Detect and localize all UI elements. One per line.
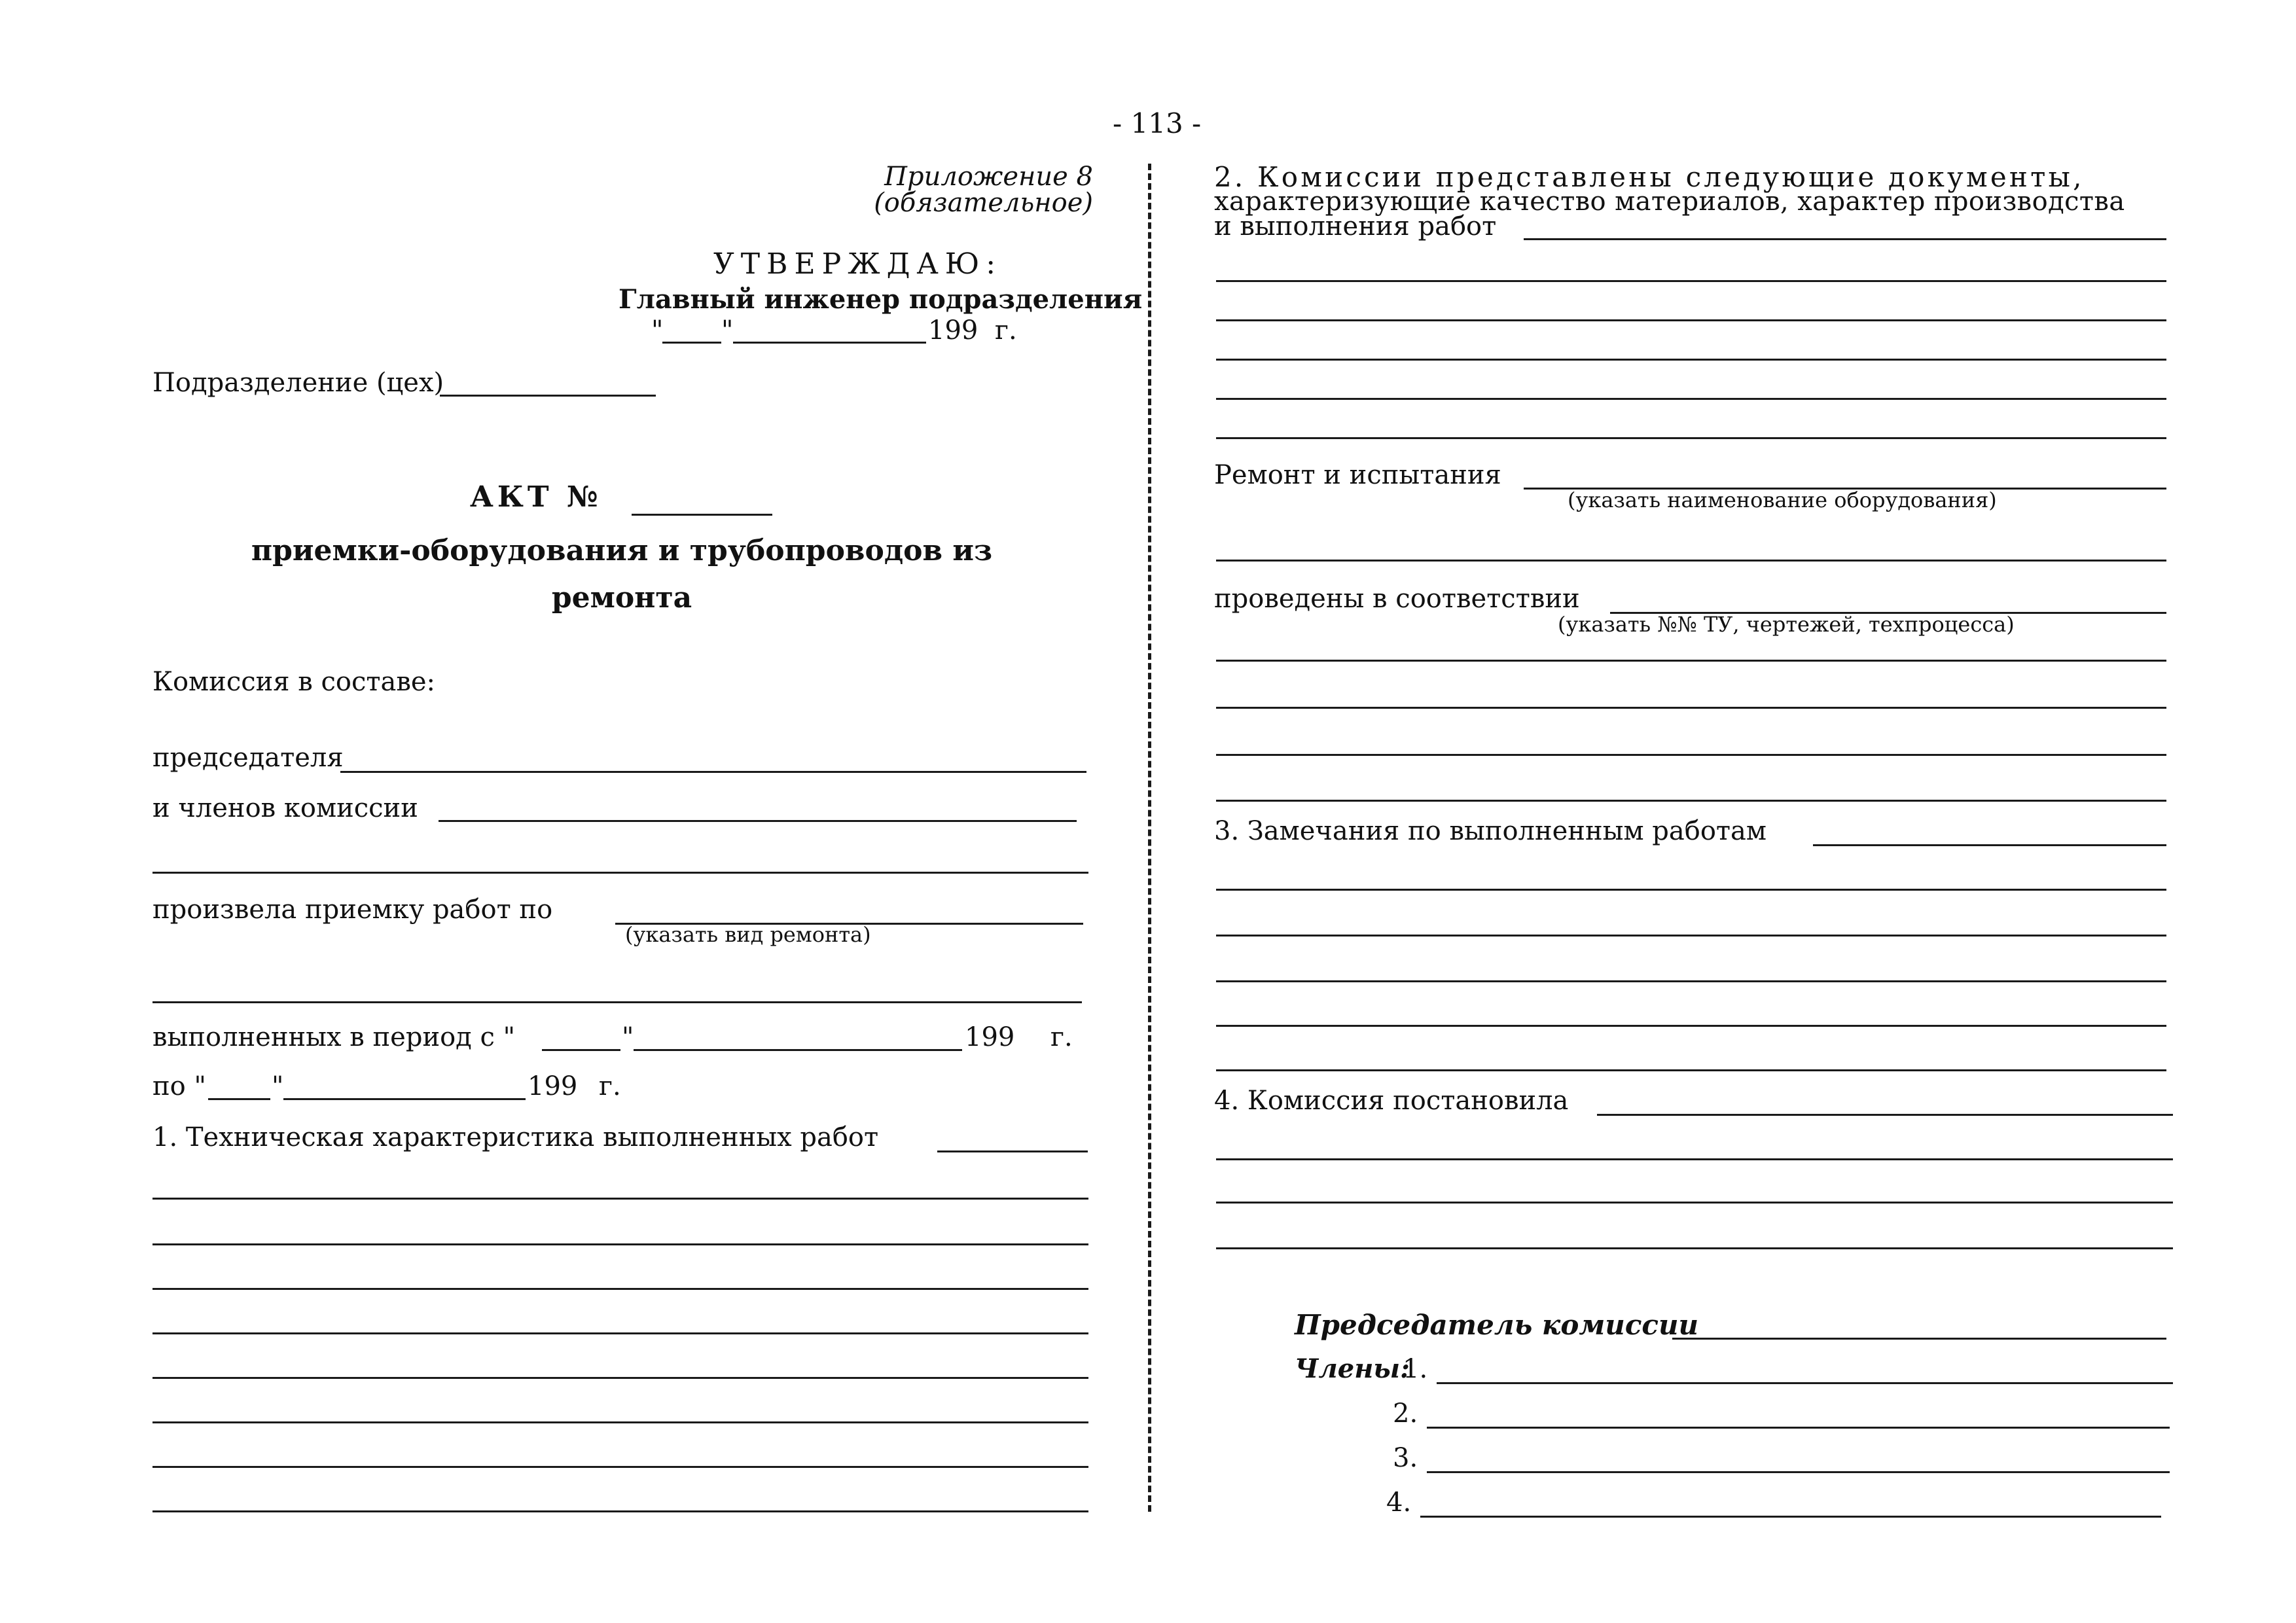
period-from-label: выполненных в период с " (152, 1022, 516, 1052)
period-from-day-line[interactable] (542, 1049, 620, 1051)
approve-date-quote-open: " (651, 315, 664, 346)
act-subtitle-1: приемки-оборудования и трубопроводов из (251, 534, 993, 567)
resolution-line-0[interactable] (1597, 1114, 2173, 1116)
chairman-sign-label: Председатель комиссии (1295, 1309, 1699, 1341)
docs-line-blank-3[interactable] (1216, 359, 2166, 361)
member-4-line[interactable] (1420, 1516, 2161, 1518)
remarks-line-3[interactable] (1216, 980, 2166, 982)
tech-char-line-1[interactable] (152, 1198, 1088, 1200)
approve-year-suffix: г. (995, 315, 1017, 346)
period-to-suffix: г. (599, 1071, 621, 1101)
member-4-number: 4. (1386, 1488, 1412, 1518)
period-to-quote: " (272, 1071, 284, 1101)
docs-line-2: характеризующие качество материалов, характер производства (1214, 187, 2125, 217)
tu-line-2[interactable] (1216, 660, 2166, 662)
subdivision-line[interactable] (440, 395, 656, 397)
member-3-line[interactable] (1427, 1471, 2170, 1473)
period-to-year: 199 (528, 1071, 578, 1101)
tech-char-line-5[interactable] (152, 1377, 1088, 1379)
commission-label: Комиссия в составе: (152, 667, 435, 697)
resolution-line-2[interactable] (1216, 1202, 2173, 1204)
remarks-line-5[interactable] (1216, 1069, 2166, 1071)
docs-line-1: 2. Комиссии представлены следующие документы, (1214, 161, 2085, 193)
tech-char-line-2[interactable] (152, 1243, 1088, 1245)
period-from-suffix: г. (1050, 1022, 1073, 1052)
member-3-number: 3. (1393, 1443, 1418, 1473)
accepted-label: произвела приемку работ по (152, 895, 553, 925)
approve-year: 199 (928, 315, 978, 346)
remarks-line-1[interactable] (1216, 889, 2166, 891)
docs-line-3: и выполнения работ (1214, 211, 1497, 241)
member-2-number: 2. (1393, 1399, 1418, 1429)
period-to-month-line[interactable] (283, 1098, 526, 1100)
member-1-number: 1. (1403, 1354, 1428, 1384)
member-2-line[interactable] (1427, 1427, 2170, 1429)
appendix-label: Приложение 8 (884, 162, 1093, 192)
resolution-label: 4. Комиссия постановила (1214, 1086, 1569, 1116)
tu-line-5[interactable] (1216, 800, 2166, 802)
appendix-note: (обязательное) (874, 188, 1093, 218)
tech-char-label: 1. Техническая характеристика выполненных работ (152, 1122, 879, 1152)
act-title: АКТ № (470, 480, 602, 514)
repair-label: Ремонт и испытания (1214, 460, 1501, 490)
conducted-label: проведены в соответствии (1214, 584, 1580, 614)
members-line-1[interactable] (439, 820, 1077, 822)
remarks-line-2[interactable] (1216, 935, 2166, 936)
approve-date-quote-close: " (721, 315, 734, 346)
subdivision-label: Подразделение (цех) (152, 368, 444, 398)
approve-day-line[interactable] (662, 342, 721, 344)
members-sign-label: Члены: (1295, 1353, 1410, 1384)
tech-char-line-3[interactable] (152, 1288, 1088, 1290)
tu-line-4[interactable] (1216, 754, 2166, 756)
approve-heading: УТВЕРЖДАЮ: (713, 247, 1003, 281)
equipment-line-2[interactable] (1216, 560, 2166, 562)
approver-title: Главный инженер подразделения (619, 284, 1143, 315)
repair-type-line-2[interactable] (152, 1001, 1082, 1003)
docs-line-blank-1[interactable] (1216, 280, 2166, 282)
tech-char-line-0[interactable] (937, 1150, 1088, 1152)
resolution-line-3[interactable] (1216, 1247, 2173, 1249)
equipment-hint: (указать наименование оборудования) (1568, 488, 1997, 512)
members-line-2[interactable] (152, 872, 1088, 874)
repair-type-hint: (указать вид ремонта) (625, 922, 871, 947)
tech-char-line-6[interactable] (152, 1421, 1088, 1423)
chairman-sign-line[interactable] (1672, 1338, 2166, 1340)
period-from-quote: " (622, 1022, 634, 1052)
tech-char-line-8[interactable] (152, 1510, 1088, 1512)
tech-char-line-4[interactable] (152, 1332, 1088, 1334)
act-number-line[interactable] (632, 514, 772, 516)
period-from-month-line[interactable] (634, 1049, 962, 1051)
resolution-line-1[interactable] (1216, 1158, 2173, 1160)
chairman-label: председателя (152, 743, 344, 773)
fold-line (1148, 164, 1151, 1512)
remarks-line-0[interactable] (1813, 844, 2166, 846)
members-label: и членов комиссии (152, 793, 418, 823)
period-to-day-line[interactable] (208, 1098, 270, 1100)
remarks-label: 3. Замечания по выполненным работам (1214, 816, 1767, 846)
docs-line-blank-4[interactable] (1216, 398, 2166, 400)
period-to-label: по " (152, 1071, 206, 1101)
docs-line-blank-5[interactable] (1216, 437, 2166, 439)
act-subtitle-2: ремонта (551, 581, 692, 615)
chairman-line[interactable] (340, 771, 1086, 773)
period-from-year: 199 (965, 1022, 1015, 1052)
member-1-line[interactable] (1437, 1382, 2173, 1384)
approve-month-line[interactable] (733, 342, 926, 344)
page-number: - 113 - (1113, 107, 1202, 139)
docs-line-blank-0[interactable] (1524, 238, 2166, 240)
remarks-line-4[interactable] (1216, 1025, 2166, 1027)
docs-line-blank-2[interactable] (1216, 319, 2166, 321)
tech-char-line-7[interactable] (152, 1466, 1088, 1468)
tu-line-3[interactable] (1216, 707, 2166, 709)
tu-hint: (указать №№ ТУ, чертежей, техпроцесса) (1558, 612, 2015, 637)
